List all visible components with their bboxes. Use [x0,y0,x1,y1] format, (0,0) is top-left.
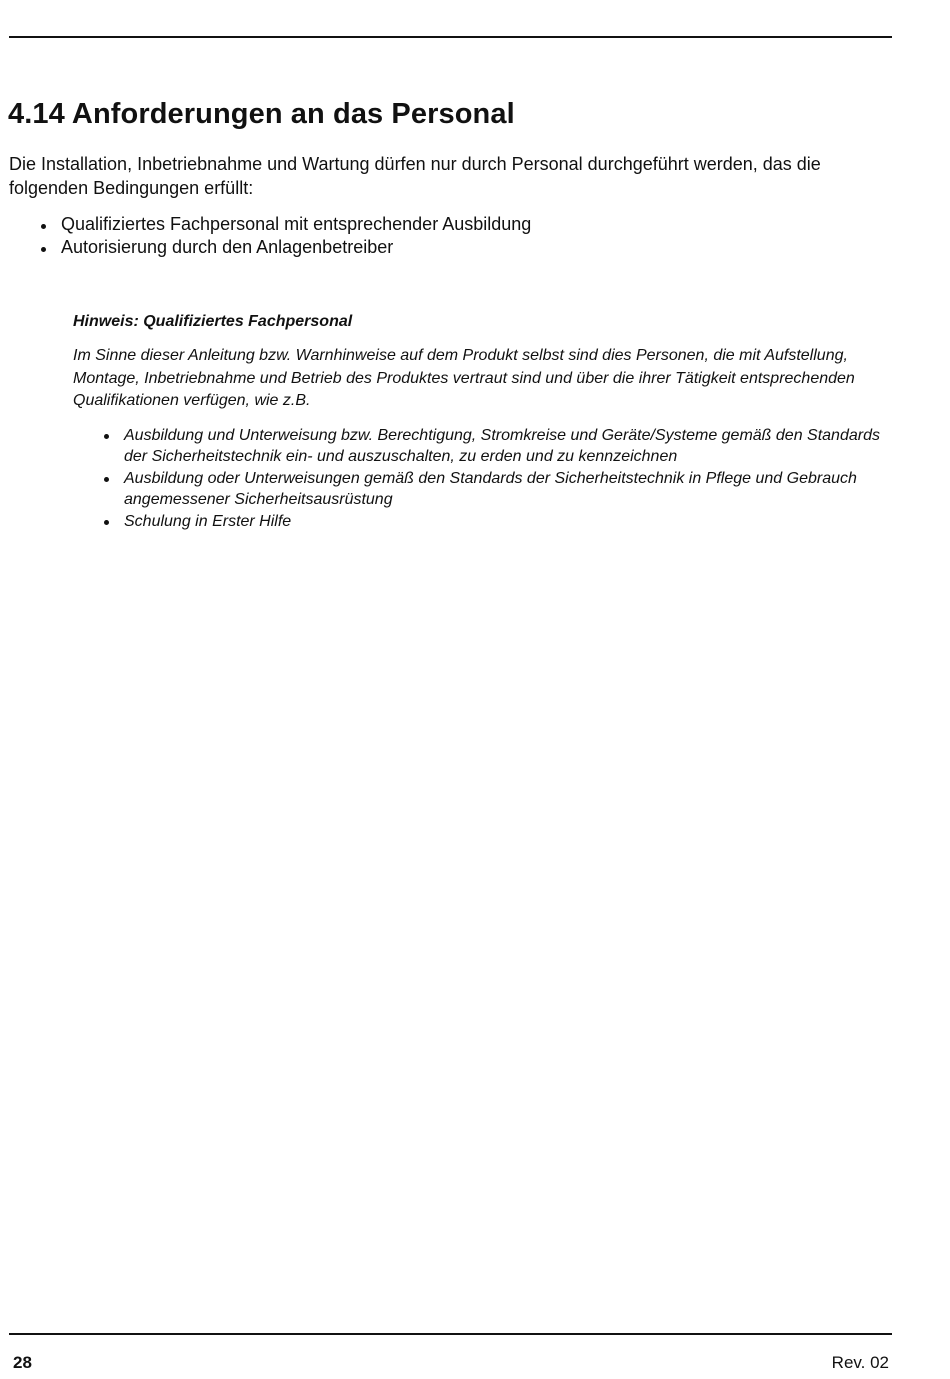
header-rule [9,36,892,38]
note-list [73,425,893,533]
list-item: Qualifiziertes Fachpersonal mit entsprechender Ausbildung [9,213,879,236]
intro-paragraph: Die Installation, Inbetriebnahme und Wartung dürfen nur durch Personal durchgeführt werden, das die folgenden Bedingungen erfüllt: [9,154,821,198]
note-block [73,311,893,532]
list-item: Ausbildung oder Unterweisungen gemäß den Standards der Sicherheitstechnik in Pflege und Gebrauch angemessener Sicherheitsausrüstung [73,468,893,511]
list-item: Schulung in Erster Hilfe [73,511,893,533]
revision-label: Rev. 02 [831,1353,889,1372]
page-number: 28 [13,1353,32,1372]
note-body: Im Sinne dieser Anleitung bzw. Warnhinweise auf dem Produkt selbst sind dies Personen, die mit Aufstellung, Montage, Inbetriebnahme und Betrieb des Produktes vertraut sind und über die ihrer Tätigkeit entsprechenden Qualifikationen verfügen, wie z.B. [73,347,855,409]
note-title: Hinweis: Qualifiziertes Fachpersonal [73,313,353,330]
footer-rule [9,1333,892,1335]
list-item: Autorisierung durch den Anlagenbetreiber [9,236,879,259]
requirements-list [9,213,879,259]
list-item: Ausbildung und Unterweisung bzw. Berechtigung, Stromkreise und Geräte/Systeme gemäß den Standards der Sicherheitstechnik ein- und auszuschalten, zu erden und zu kennzeichnen [73,425,893,468]
section-heading: 4.14 Anforderungen an das Personal [8,98,515,130]
